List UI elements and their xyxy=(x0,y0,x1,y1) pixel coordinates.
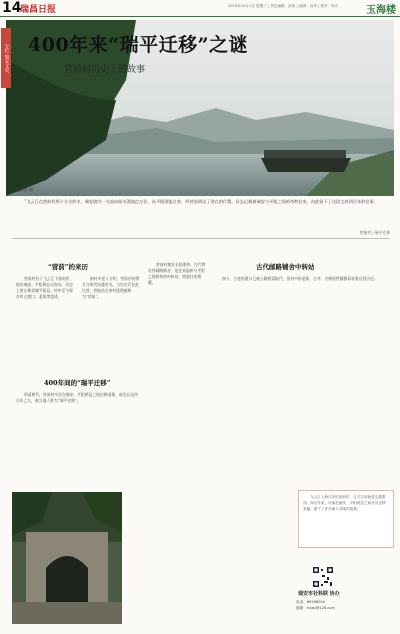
article-column-1 xyxy=(16,276,74,301)
column-text: 据村中老人介绍，营前村的得名与明代抗倭有关。当年官兵在此扎营，营地前方的村落便被称为“营前”。 xyxy=(82,276,140,299)
divider xyxy=(12,238,390,239)
column-text: 营前村位于飞云江下游南岸，地处瑞安、平阳两县交界处，历史上曾长期隶属平阳县。村中至今保存有古渡口、老街等遗迹。 xyxy=(16,276,74,299)
column-text: 明清两代，营前村多次在瑞安、平阳两县之间迁移隶属，前后长达四百年之久，被当地人称为“瑞平迁移”。 xyxy=(16,392,138,403)
subhead-3: 古代邮路铺舍中转站 xyxy=(256,263,315,271)
masthead xyxy=(0,0,400,17)
sidebar-text: 飞云江入海口处的营前村，自古以来就是交通要冲。四百年来，村落在瑞安、平阳两县之间多次迁移隶属，留下了许多耐人寻味的故事。 xyxy=(303,495,386,511)
column-text: 营前村地处水陆要冲，古代曾设有邮路铺舍，是往来温州与平阳之间驿传的中转站，商旅往来频繁。 xyxy=(148,262,206,285)
photo-caption: 营前村 / 瑞平迁移 xyxy=(359,230,390,235)
qr-code-icon xyxy=(312,566,334,588)
article-column-2 xyxy=(82,276,140,301)
column-text: 如今，古老的渡口已被公路桥梁取代，但村中的老街、古井、古树依然静静诉说着这段历史。 xyxy=(222,276,378,281)
section-title: 玉海楼 xyxy=(366,5,396,16)
page-headline: 400年来“瑞平迁移”之谜 xyxy=(28,34,249,56)
contact-info xyxy=(296,600,335,612)
article-column-5 xyxy=(214,276,390,283)
article-column-4 xyxy=(148,262,206,287)
sidebar-box xyxy=(298,490,394,548)
contact-email: 邮箱：ruizp@126.com xyxy=(296,605,335,610)
column-tag: 专栏·瑞安文史 xyxy=(1,28,11,88)
page-subheadline: 营前村历史上的故事 xyxy=(64,65,146,75)
masthead-meta: 2014年10月1日 星期三 | 责任编辑：彭伟 | 编辑：刘华 | 校对：吴巧 xyxy=(228,4,339,8)
article-column-3 xyxy=(16,392,140,405)
lead-paragraph: “飞云江在营前有两个分支的水，瑞安境内一支流向前水漂流亿万民，从平阳漂流过来，经营前到达了现在的位置。县志记载着瑞安与平阳之间的奇特往来，由此留下了这段尘封四百年的往事。 xyxy=(24,199,378,204)
page-number: 14 xyxy=(2,0,22,16)
photo-credit: ■田家 摄 xyxy=(16,187,34,192)
contact-phone: 电话：66168050 xyxy=(296,600,326,604)
subhead-2: 400年间的“瑞平迁移” xyxy=(44,379,111,387)
subhead-1: “营前”的来历 xyxy=(48,263,88,271)
paper-name: 瑞昌日报 xyxy=(20,5,57,15)
cooperation-credit: 瑞安市社科联 协办 xyxy=(298,591,340,597)
village-gate-photo xyxy=(12,492,122,624)
